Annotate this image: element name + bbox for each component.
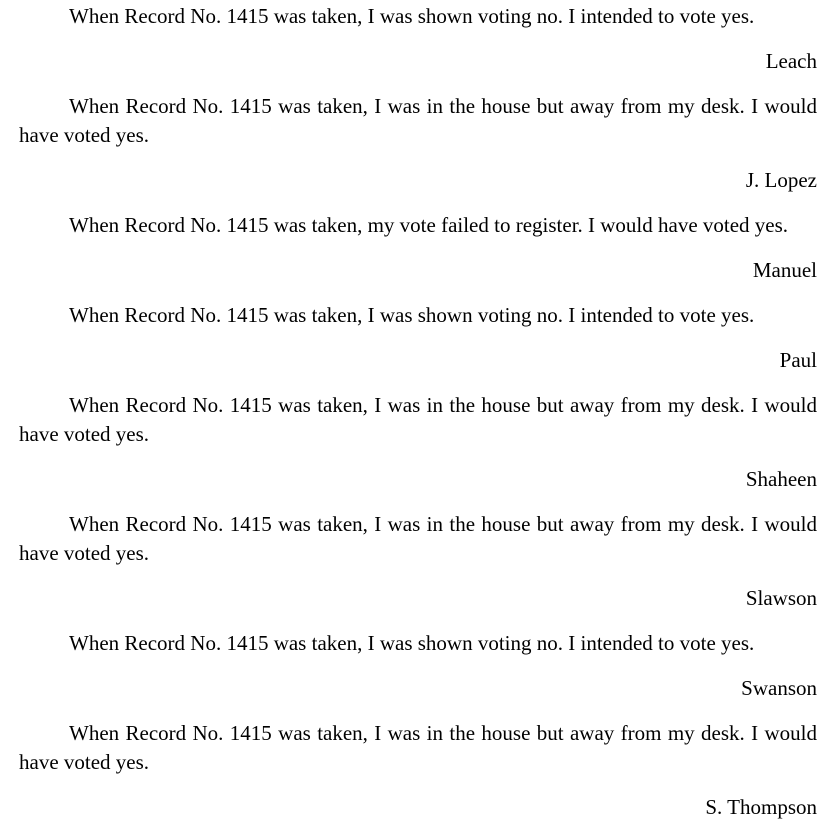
vote-statement-text: When Record No. 1415 was taken, I was in the house but away from my desk. I would have voted yes. (19, 393, 817, 446)
vote-statement-text: When Record No. 1415 was taken, I was in the house but away from my desk. I would have voted yes. (19, 94, 817, 147)
vote-statement-entry (19, 301, 817, 391)
member-signature: Paul (779, 348, 817, 372)
vote-statement-text: When Record No. 1415 was taken, I was shown voting no. I intended to vote yes. (69, 4, 755, 28)
vote-statement-entry (19, 391, 817, 510)
vote-statement-text: When Record No. 1415 was taken, I was in the house but away from my desk. I would have voted yes. (19, 512, 817, 565)
member-signature: S. Thompson (705, 795, 817, 819)
vote-statement-entry (19, 719, 817, 822)
vote-statement-entry (19, 211, 817, 301)
member-signature: Leach (765, 49, 817, 73)
member-signature: Shaheen (745, 467, 817, 491)
member-signature: Slawson (745, 586, 817, 610)
vote-statement-text: When Record No. 1415 was taken, my vote failed to register. I would have voted yes. (69, 213, 789, 237)
vote-statement-text: When Record No. 1415 was taken, I was shown voting no. I intended to vote yes. (69, 303, 755, 327)
vote-statement-text: When Record No. 1415 was taken, I was shown voting no. I intended to vote yes. (69, 631, 755, 655)
vote-statement-entry (19, 92, 817, 211)
vote-statement-text: When Record No. 1415 was taken, I was in the house but away from my desk. I would have voted yes. (19, 721, 817, 774)
vote-statement-entry (19, 510, 817, 629)
vote-statements-page (19, 2, 817, 822)
member-signature: Swanson (741, 676, 817, 700)
member-signature: Manuel (752, 258, 817, 282)
member-signature: J. Lopez (745, 168, 817, 192)
vote-statement-entry (19, 629, 817, 719)
vote-statement-entry (19, 2, 817, 92)
